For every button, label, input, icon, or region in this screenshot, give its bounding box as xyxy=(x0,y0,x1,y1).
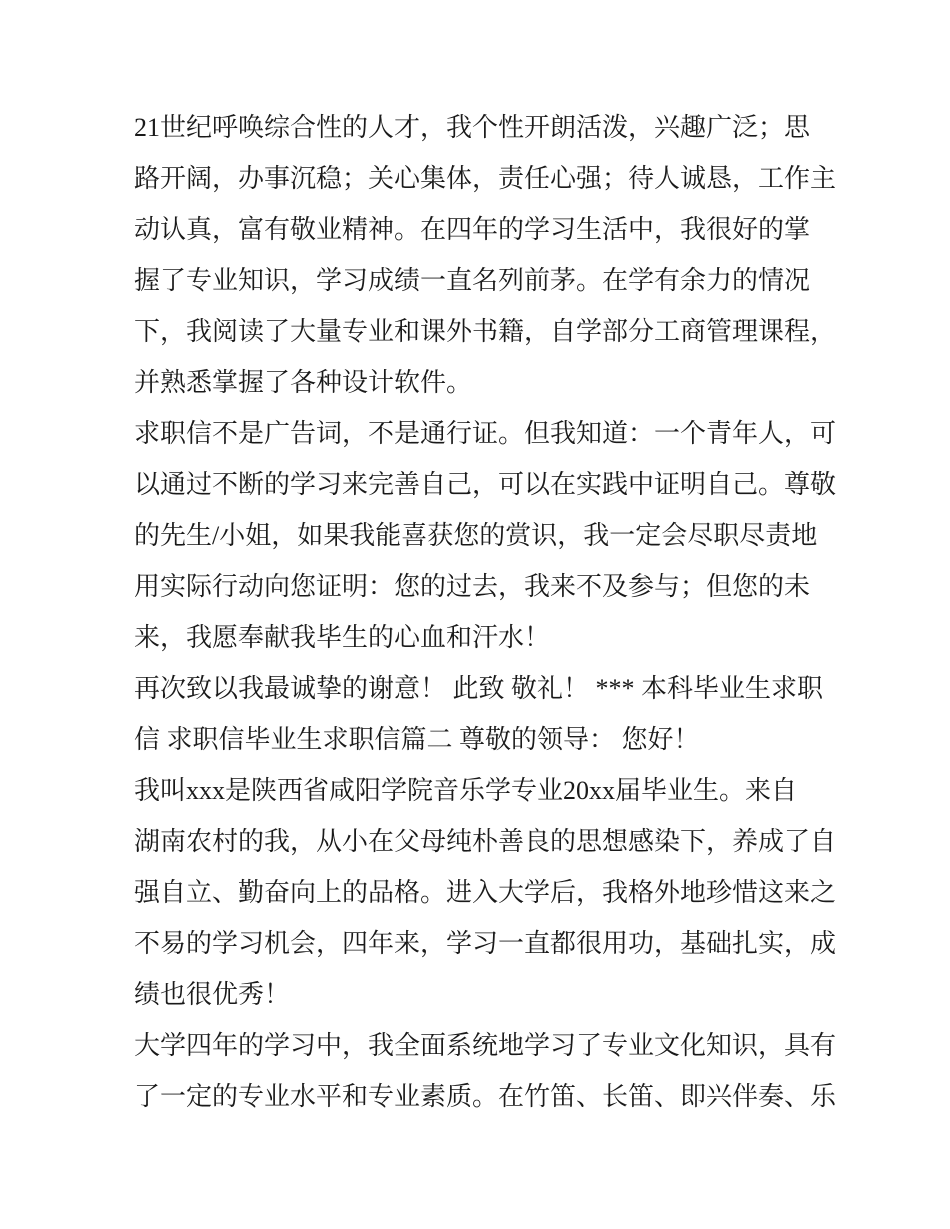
text-line: 路开阔，办事沉稳；关心集体，责任心强；待人诚恳，工作主 xyxy=(134,164,837,193)
text-line: 并熟悉掌握了各种设计软件。 xyxy=(134,368,473,397)
text-line: 以通过不断的学习来完善自己，可以在实践中证明自己。尊敬 xyxy=(134,470,837,499)
text-line: 大学四年的学习中，我全面系统地学习了专业文化知识，具有 xyxy=(134,1031,837,1060)
text-line: 不易的学习机会，四年来，学习一直都很用功，基础扎实，成 xyxy=(134,929,837,958)
text-line: 再次致以我最诚挚的谢意！ 此致 敬礼！ *** 本科毕业生求职 xyxy=(134,674,824,703)
document-page xyxy=(134,102,850,1122)
text-line: 了一定的专业水平和专业素质。在竹笛、长笛、即兴伴奏、乐 xyxy=(134,1082,837,1111)
text-line: 下，我阅读了大量专业和课外书籍，自学部分工商管理课程， xyxy=(134,317,837,346)
text-line: 21世纪呼唤综合性的人才，我个性开朗活泼，兴趣广泛；思 xyxy=(134,113,811,142)
text-line: 湖南农村的我，从小在父母纯朴善良的思想感染下，养成了自 xyxy=(134,827,837,856)
text-line: 的先生/小姐，如果我能喜获您的赏识，我一定会尽职尽责地 xyxy=(134,521,818,550)
text-line: 求职信不是广告词，不是通行证。但我知道：一个青年人，可 xyxy=(134,419,837,448)
text-line: 来，我愿奉献我毕生的心血和汗水！ xyxy=(134,623,551,652)
text-line: 信 求职信毕业生求职信篇二 尊敬的领导： 您好！ xyxy=(134,725,700,754)
text-line: 绩也很优秀！ xyxy=(134,980,291,1009)
text-line: 我叫xxx是陕西省咸阳学院音乐学专业20xx届毕业生。来自 xyxy=(134,776,798,805)
text-line: 用实际行动向您证明：您的过去，我来不及参与；但您的未 xyxy=(134,572,811,601)
text-line: 握了专业知识，学习成绩一直名列前茅。在学有余力的情况 xyxy=(134,266,811,295)
text-line: 动认真，富有敬业精神。在四年的学习生活中，我很好的掌 xyxy=(134,215,811,244)
text-line: 强自立、勤奋向上的品格。进入大学后，我格外地珍惜这来之 xyxy=(134,878,837,907)
